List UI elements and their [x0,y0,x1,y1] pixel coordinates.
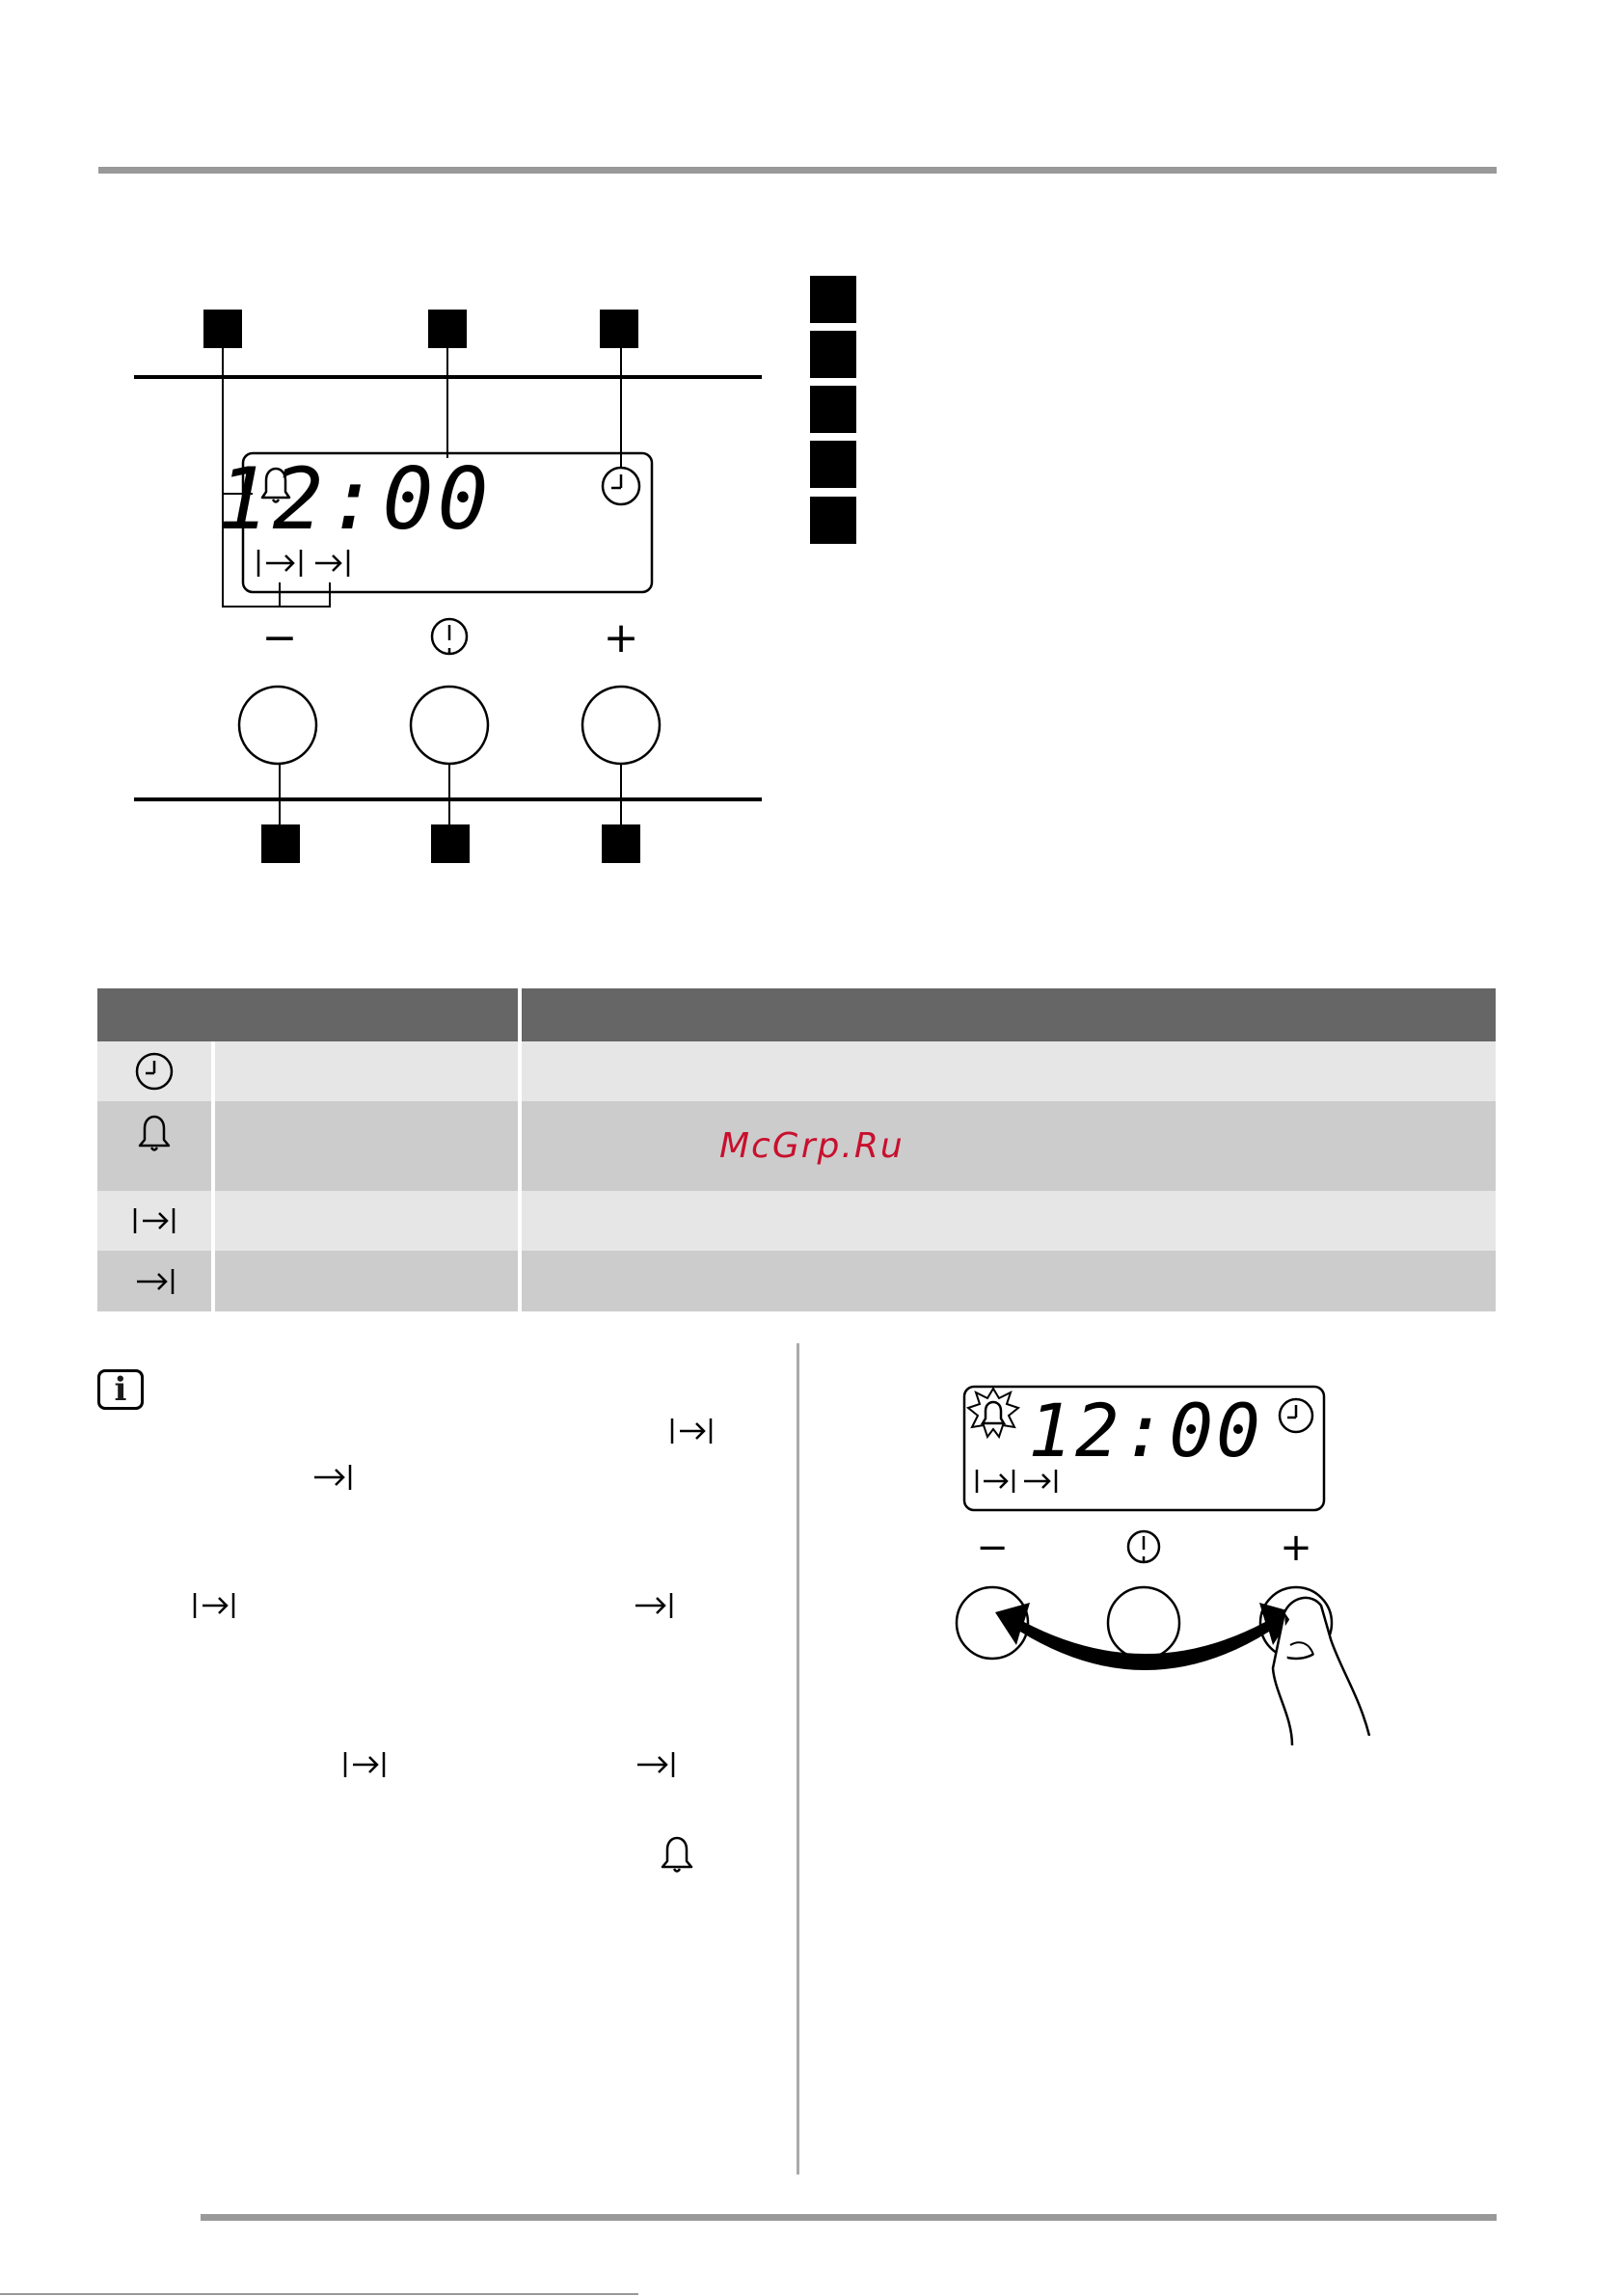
end-time-icon [314,1465,350,1490]
legend-square [810,331,856,378]
minute-minder-figure [926,1360,1408,1765]
clock-button-icon [1128,1531,1159,1562]
end-time-icon [637,1752,673,1777]
bottom-rule [201,2214,1497,2221]
flashing-bell-icon [968,1389,1018,1437]
legend-square [810,497,856,544]
minus-label: − [976,1526,1009,1570]
column-separator [797,1343,799,2174]
footer-rule [0,2293,638,2295]
duration-icon [195,1593,233,1618]
legend-square [810,276,856,323]
display-time: 12:00 [1028,1388,1263,1473]
note-icons [0,0,771,1929]
duration-icon [345,1752,384,1777]
legend-square [810,441,856,488]
legend-square [810,386,856,433]
clock-icon [1280,1399,1312,1432]
display-time: 12:00 [217,449,493,549]
duration-icon [672,1418,711,1444]
minus-label: − [261,613,298,662]
info-icon: i [97,1369,144,1410]
plus-label: + [1280,1526,1312,1570]
bell-icon [662,1838,691,1872]
clock-button [1108,1587,1179,1659]
plus-label: + [603,613,639,662]
watermark: McGrp.Ru [719,1126,905,1166]
end-time-icon [635,1593,671,1618]
duration-icon [977,1470,1013,1493]
